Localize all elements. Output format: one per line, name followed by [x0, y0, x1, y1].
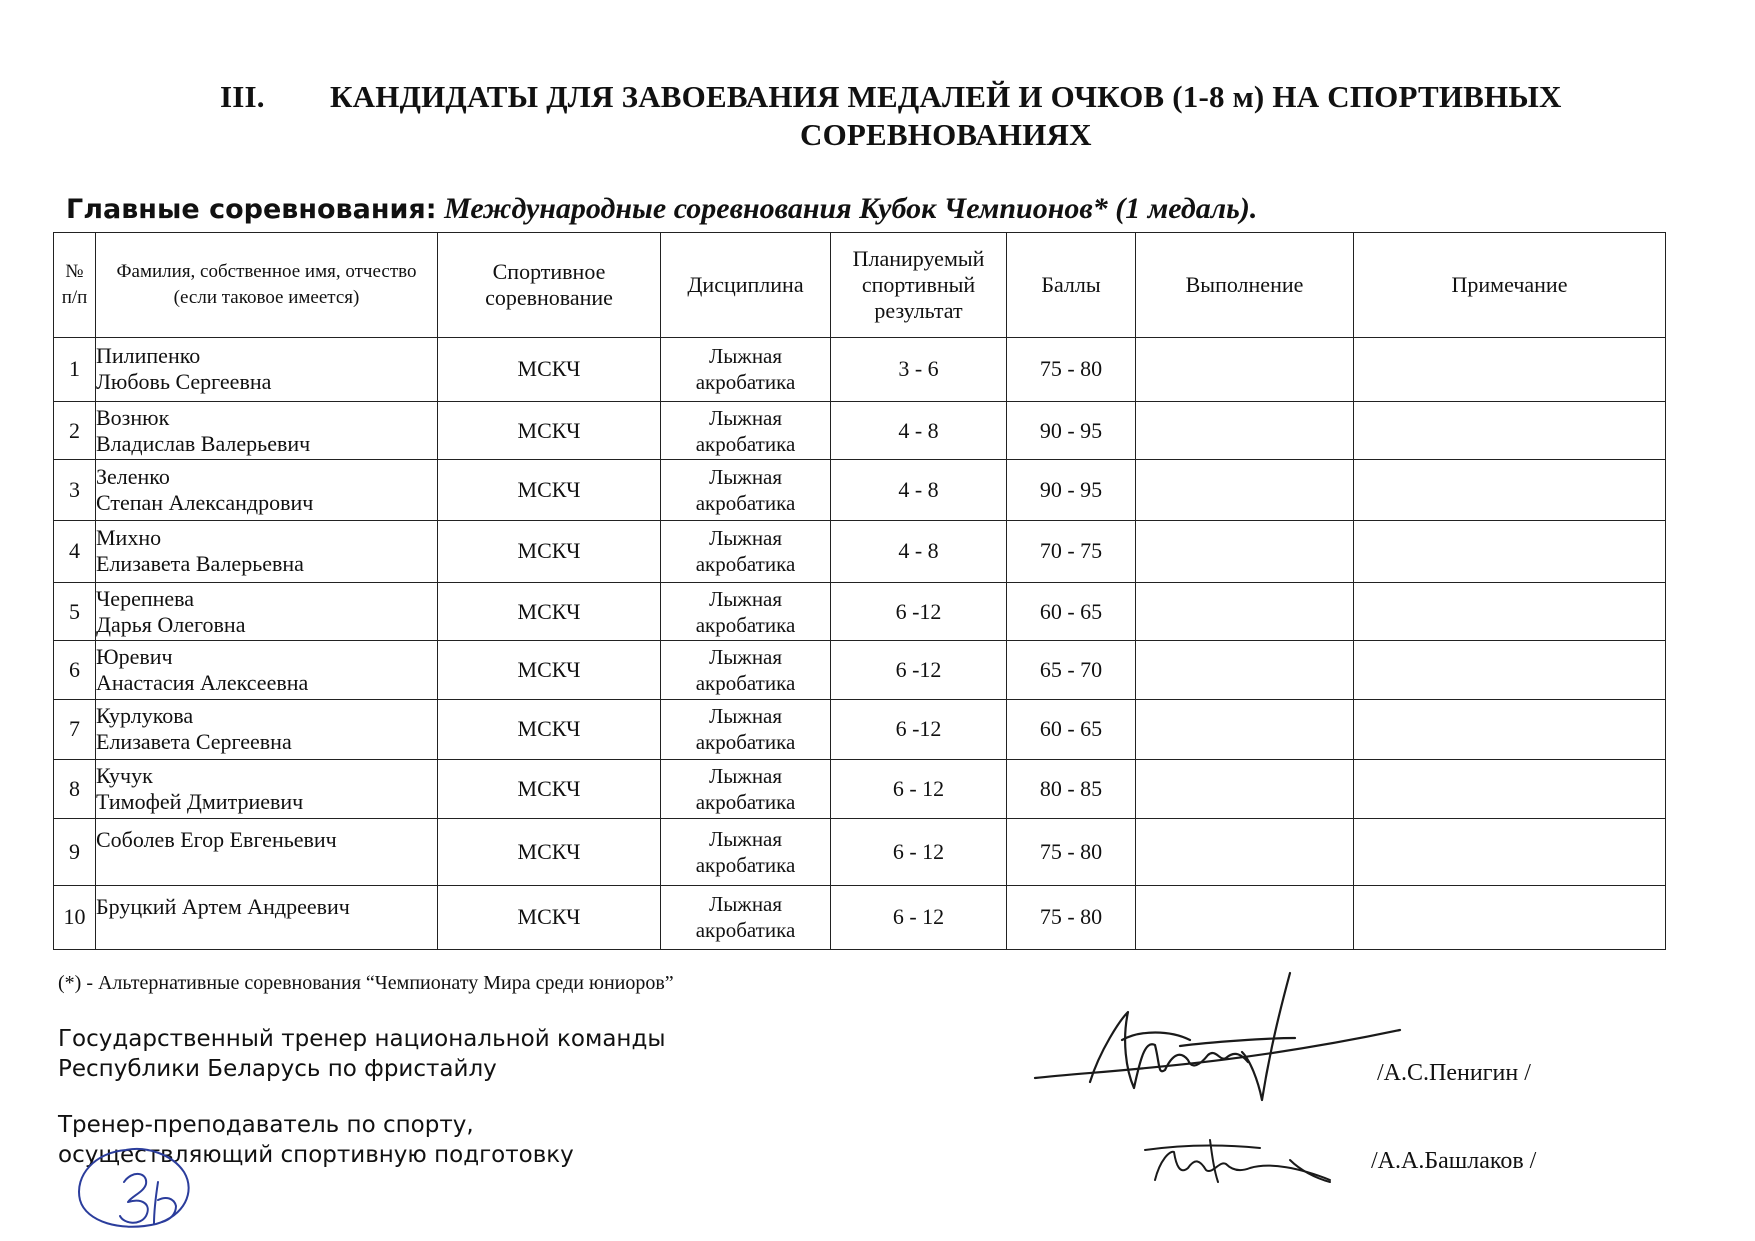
discipline-line: акробатика — [695, 612, 796, 637]
main-competition-value: Международные соревнования Кубок Чемпионов* (1 медаль). — [444, 192, 1258, 225]
athlete-full-name: Бруцкий Артем Андреевич — [96, 893, 350, 919]
competition-cell: МСКЧ — [438, 338, 661, 402]
discipline-cell — [661, 818, 831, 885]
planned-result-cell: 4 - 8 — [831, 521, 1007, 583]
athlete-given-names: Степан Александрович — [96, 490, 314, 516]
performance-cell — [1136, 338, 1354, 402]
planned-result-cell: 3 - 6 — [831, 338, 1007, 402]
competition-cell: МСКЧ — [438, 699, 661, 760]
header-competition: Спортивное соревнование — [438, 233, 661, 338]
note-cell — [1354, 885, 1666, 949]
planned-result-cell: 6 - 12 — [831, 760, 1007, 818]
athlete-name — [96, 582, 438, 640]
discipline-line: Лыжная — [708, 344, 783, 369]
discipline-cell — [661, 401, 831, 459]
note-cell — [1354, 401, 1666, 459]
signatory-1-name: /А.С.Пенигин / — [1377, 1060, 1531, 1086]
points-cell: 90 - 95 — [1007, 401, 1136, 459]
discipline-line: Лыжная — [708, 405, 783, 430]
signature-2-icon — [1140, 1130, 1340, 1195]
discipline-line: Лыжная — [708, 704, 783, 729]
athlete-surname: Курлукова — [96, 703, 194, 729]
discipline-line: акробатика — [695, 431, 796, 456]
competition-cell: МСКЧ — [438, 760, 661, 818]
signatory-1-title — [58, 1024, 666, 1084]
athlete-given-names: Владислав Валерьевич — [96, 430, 311, 456]
athlete-name — [96, 338, 438, 402]
signatory-2-name: /А.А.Башлаков / — [1371, 1148, 1537, 1174]
table-row — [54, 699, 1666, 760]
header-discipline: Дисциплина — [661, 233, 831, 338]
athlete-name — [96, 818, 438, 885]
athlete-name — [96, 885, 438, 949]
discipline-line: акробатика — [695, 730, 796, 755]
athlete-surname: Пилипенко — [96, 343, 201, 369]
athlete-surname: Юревич — [96, 643, 173, 669]
performance-cell — [1136, 582, 1354, 640]
performance-cell — [1136, 521, 1354, 583]
points-cell: 60 - 65 — [1007, 699, 1136, 760]
performance-cell — [1136, 760, 1354, 818]
discipline-line: акробатика — [695, 370, 796, 395]
table-row — [54, 521, 1666, 583]
table-row — [54, 460, 1666, 521]
discipline-line: Лыжная — [708, 644, 783, 669]
athlete-surname: Зеленко — [96, 464, 170, 490]
header-name: Фамилия, собственное имя, отчество (если таковое имеется) — [96, 233, 438, 338]
footnote: (*) - Альтернативные соревнования “Чемпионату Мира среди юниоров” — [58, 972, 674, 994]
planned-result-cell: 4 - 8 — [831, 460, 1007, 521]
note-cell — [1354, 699, 1666, 760]
row-number: 8 — [54, 760, 96, 818]
discipline-cell — [661, 699, 831, 760]
discipline-line: Лыжная — [708, 526, 783, 551]
table-row — [54, 885, 1666, 949]
table-row — [54, 760, 1666, 818]
discipline-cell — [661, 582, 831, 640]
discipline-line: Лыжная — [708, 465, 783, 490]
note-cell — [1354, 460, 1666, 521]
points-cell: 75 - 80 — [1007, 338, 1136, 402]
table-row — [54, 818, 1666, 885]
signature-1-icon — [1030, 970, 1410, 1120]
row-number: 4 — [54, 521, 96, 583]
main-competition — [66, 192, 1257, 226]
heading-line-2: СОРЕВНОВАНИЯХ — [800, 117, 1092, 152]
signatory-2-line-1: Тренер-преподаватель по спорту, — [58, 1112, 474, 1138]
points-cell: 80 - 85 — [1007, 760, 1136, 818]
discipline-line: Лыжная — [708, 586, 783, 611]
discipline-cell — [661, 521, 831, 583]
athlete-surname: Кучук — [96, 763, 153, 789]
row-number: 5 — [54, 582, 96, 640]
table-row — [54, 582, 1666, 640]
header-points: Баллы — [1007, 233, 1136, 338]
header-performance: Выполнение — [1136, 233, 1354, 338]
athlete-name — [96, 699, 438, 760]
discipline-line: Лыжная — [708, 826, 783, 851]
performance-cell — [1136, 641, 1354, 699]
planned-result-cell: 6 - 12 — [831, 885, 1007, 949]
athlete-name — [96, 641, 438, 699]
discipline-cell — [661, 641, 831, 699]
note-cell — [1354, 641, 1666, 699]
athlete-surname: Михно — [96, 525, 162, 551]
note-cell — [1354, 521, 1666, 583]
points-cell: 90 - 95 — [1007, 460, 1136, 521]
competition-cell: МСКЧ — [438, 521, 661, 583]
discipline-line: акробатика — [695, 491, 796, 516]
section-number: III. — [220, 79, 265, 114]
athlete-surname: Вознюк — [96, 404, 170, 430]
discipline-line: акробатика — [695, 852, 796, 877]
signatory-1-line-2: Республики Беларусь по фристайлу — [58, 1056, 497, 1082]
competition-cell: МСКЧ — [438, 401, 661, 459]
athlete-given-names: Дарья Олеговна — [96, 611, 246, 637]
main-competition-label: Главные соревнования: — [66, 194, 437, 225]
discipline-line: акробатика — [695, 670, 796, 695]
discipline-cell — [661, 760, 831, 818]
points-cell: 75 - 80 — [1007, 885, 1136, 949]
performance-cell — [1136, 818, 1354, 885]
table-row — [54, 338, 1666, 402]
points-cell: 65 - 70 — [1007, 641, 1136, 699]
athlete-given-names: Анастасия Алексеевна — [96, 669, 309, 695]
planned-result-cell: 4 - 8 — [831, 401, 1007, 459]
row-number: 3 — [54, 460, 96, 521]
row-number: 6 — [54, 641, 96, 699]
discipline-line: акробатика — [695, 790, 796, 815]
competition-cell: МСКЧ — [438, 818, 661, 885]
discipline-line: Лыжная — [708, 892, 783, 917]
heading-line-1: КАНДИДАТЫ ДЛЯ ЗАВОЕВАНИЯ МЕДАЛЕЙ И ОЧКОВ (1-8 м) НА СПОРТИВНЫХ — [330, 79, 1562, 114]
competition-cell: МСКЧ — [438, 582, 661, 640]
competition-cell: МСКЧ — [438, 460, 661, 521]
signatory-2-line-2: осуществляющий спортивную подготовку — [58, 1142, 574, 1168]
athlete-given-names: Любовь Сергеевна — [96, 369, 272, 395]
athlete-given-names: Елизавета Сергеевна — [96, 729, 292, 755]
performance-cell — [1136, 401, 1354, 459]
points-cell: 75 - 80 — [1007, 818, 1136, 885]
competition-cell: МСКЧ — [438, 885, 661, 949]
table-header-row — [54, 233, 1666, 338]
discipline-cell — [661, 460, 831, 521]
note-cell — [1354, 818, 1666, 885]
athlete-name — [96, 401, 438, 459]
note-cell — [1354, 338, 1666, 402]
athlete-full-name: Соболев Егор Евгеньевич — [96, 826, 337, 852]
table-row — [54, 641, 1666, 699]
performance-cell — [1136, 460, 1354, 521]
performance-cell — [1136, 885, 1354, 949]
row-number: 1 — [54, 338, 96, 402]
planned-result-cell: 6 - 12 — [831, 818, 1007, 885]
initials-stamp-icon — [66, 1140, 206, 1235]
athlete-name — [96, 460, 438, 521]
points-cell: 60 - 65 — [1007, 582, 1136, 640]
performance-cell — [1136, 699, 1354, 760]
discipline-cell — [661, 338, 831, 402]
discipline-line: акробатика — [695, 552, 796, 577]
athlete-surname: Черепнева — [96, 585, 195, 611]
athlete-given-names: Тимофей Дмитриевич — [96, 789, 304, 815]
header-planned-result: Планируемый спортивный результат — [831, 233, 1007, 338]
athlete-given-names: Елизавета Валерьевна — [96, 551, 304, 577]
header-note: Примечание — [1354, 233, 1666, 338]
row-number: 9 — [54, 818, 96, 885]
discipline-cell — [661, 885, 831, 949]
planned-result-cell: 6 -12 — [831, 641, 1007, 699]
row-number: 2 — [54, 401, 96, 459]
athlete-name — [96, 760, 438, 818]
competition-cell: МСКЧ — [438, 641, 661, 699]
planned-result-cell: 6 -12 — [831, 582, 1007, 640]
points-cell: 70 - 75 — [1007, 521, 1136, 583]
discipline-line: Лыжная — [708, 764, 783, 789]
planned-result-cell: 6 -12 — [831, 699, 1007, 760]
note-cell — [1354, 582, 1666, 640]
header-num: № п/п — [54, 233, 96, 338]
discipline-line: акробатика — [695, 918, 796, 943]
candidates-table — [53, 232, 1666, 950]
row-number: 10 — [54, 885, 96, 949]
athlete-name — [96, 521, 438, 583]
table-row — [54, 401, 1666, 459]
signatory-1-line-1: Государственный тренер национальной команды — [58, 1026, 666, 1052]
row-number: 7 — [54, 699, 96, 760]
note-cell — [1354, 760, 1666, 818]
